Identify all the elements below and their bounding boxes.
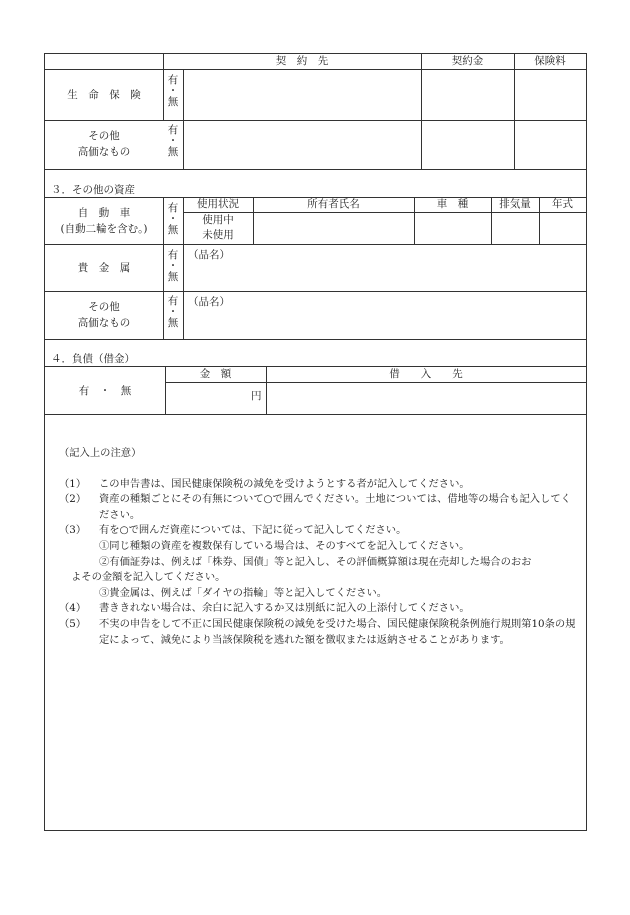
note-text: 有を○で囲んだ資産については、下記に従って記入してください。 — [99, 524, 407, 537]
car-label — [45, 205, 163, 237]
notes — [59, 446, 579, 648]
note-number: （4） — [59, 602, 87, 615]
debt-yes-no[interactable]: 有 ・ 無 — [78, 385, 132, 397]
yen-unit: 円 — [251, 390, 262, 402]
other-assets-label — [45, 299, 163, 331]
other-line1: その他 — [88, 130, 120, 142]
no-mark: 無 — [167, 271, 179, 283]
note-text: 不実の申告をして不正に国民健康保険税の減免を受けた場合、国民健康保険税条例施行規則第10条の規定によって、減免により当該保険税を逃れた額を徴収または返納させることがあります。 — [99, 617, 576, 646]
rule — [45, 244, 586, 245]
note-text: 書ききれない場合は、余白に記入するか又は別紙に記入の上添付してください。 — [99, 602, 470, 615]
no-mark: 無 — [167, 224, 179, 236]
asset-declaration-form — [44, 53, 587, 831]
note-number: （2） — [59, 493, 87, 506]
note-3 — [59, 523, 579, 539]
yes-mark: 有 — [167, 249, 179, 261]
life-insurance-label: 生 命 保 険 — [67, 89, 141, 101]
rule — [183, 69, 184, 169]
car-yes-no[interactable] — [164, 203, 182, 236]
note-number: （1） — [59, 477, 87, 490]
other-valuables-yes-no[interactable] — [164, 125, 182, 158]
dot-mark: ・ — [167, 306, 179, 318]
yes-mark: 有 — [167, 295, 179, 307]
rule — [421, 54, 422, 170]
precious-metals-label: 貴 金 属 — [77, 262, 131, 274]
rule — [45, 169, 586, 170]
model-year-header: 年式 — [552, 198, 573, 210]
rule — [45, 414, 586, 415]
rule — [45, 69, 586, 70]
no-mark: 無 — [167, 96, 179, 108]
rule — [514, 54, 515, 170]
item-name-label-2: （品名） — [188, 296, 230, 308]
dot-mark: ・ — [167, 85, 179, 97]
in-use-option[interactable]: 使用中 — [202, 214, 234, 226]
note-number: （5） — [59, 617, 87, 630]
note-text: この申告書は、国民健康保険税の減免を受けようとする者が記入してください。 — [99, 477, 470, 490]
other-line1: その他 — [88, 301, 120, 313]
note-text: 資産の種類ごとにその有無について○で囲んでください。土地については、借地等の場合も記入してください。 — [99, 493, 571, 521]
section3-title: ３．その他の資産 — [51, 184, 135, 196]
other-line2: 高価なもの — [77, 317, 131, 329]
note-1 — [59, 477, 579, 493]
dot-mark: ・ — [167, 260, 179, 272]
note-number: （3） — [59, 524, 87, 537]
contract-header: 契 約 先 — [275, 55, 329, 67]
car-line2: (自動二輪を含む。) — [60, 223, 148, 235]
rule — [45, 291, 586, 292]
lender-header: 借 入 先 — [389, 368, 463, 380]
precious-metals-yes-no[interactable] — [164, 250, 182, 283]
life-insurance-yes-no[interactable] — [164, 75, 182, 108]
not-used-option[interactable]: 未使用 — [202, 229, 234, 241]
car-line1: 自 動 車 — [77, 207, 131, 219]
yes-mark: 有 — [167, 202, 179, 214]
note-4 — [59, 601, 579, 617]
premium-header: 保険料 — [534, 55, 566, 67]
section4-title: ４．負債（借金） — [51, 353, 135, 365]
other-line2: 高価なもの — [77, 146, 131, 158]
yes-mark: 有 — [167, 124, 179, 136]
note-3-sub-2-cont: よその金額を記入してください。 — [71, 571, 226, 584]
note-3-sub-3: ③貴金属は、例えば「ダイヤの指輪」等と記入してください。 — [99, 586, 388, 599]
rule — [165, 382, 586, 383]
note-3-sub-2: ②有価証券は、例えば「株券、国債」等と記入し、その評価概算額は現在売却した場合のおお — [99, 555, 532, 568]
owner-name-header: 所有者氏名 — [307, 198, 360, 210]
item-name-label: （品名） — [188, 249, 230, 261]
debt-amount-header: 金 額 — [199, 368, 232, 380]
usage-status-header: 使用状況 — [197, 198, 239, 210]
other-assets-yes-no[interactable] — [164, 296, 182, 329]
rule — [45, 339, 586, 340]
note-5 — [59, 617, 579, 648]
contract-amount-header: 契約金 — [451, 55, 484, 67]
displacement-header: 排気量 — [499, 198, 531, 210]
dot-mark: ・ — [167, 135, 179, 147]
yes-mark: 有 — [167, 74, 179, 86]
note-3-sub-1: ①同じ種類の資産を複数保有している場合は、そのすべてを記入してください。 — [99, 539, 470, 552]
dot-mark: ・ — [167, 213, 179, 225]
notes-heading: （記入上の注意） — [59, 447, 142, 459]
no-mark: 無 — [167, 317, 179, 329]
no-mark: 無 — [167, 146, 179, 158]
rule — [45, 120, 586, 121]
note-2 — [59, 492, 579, 523]
other-valuables-label — [45, 128, 163, 160]
car-model-header: 車 種 — [436, 198, 469, 210]
